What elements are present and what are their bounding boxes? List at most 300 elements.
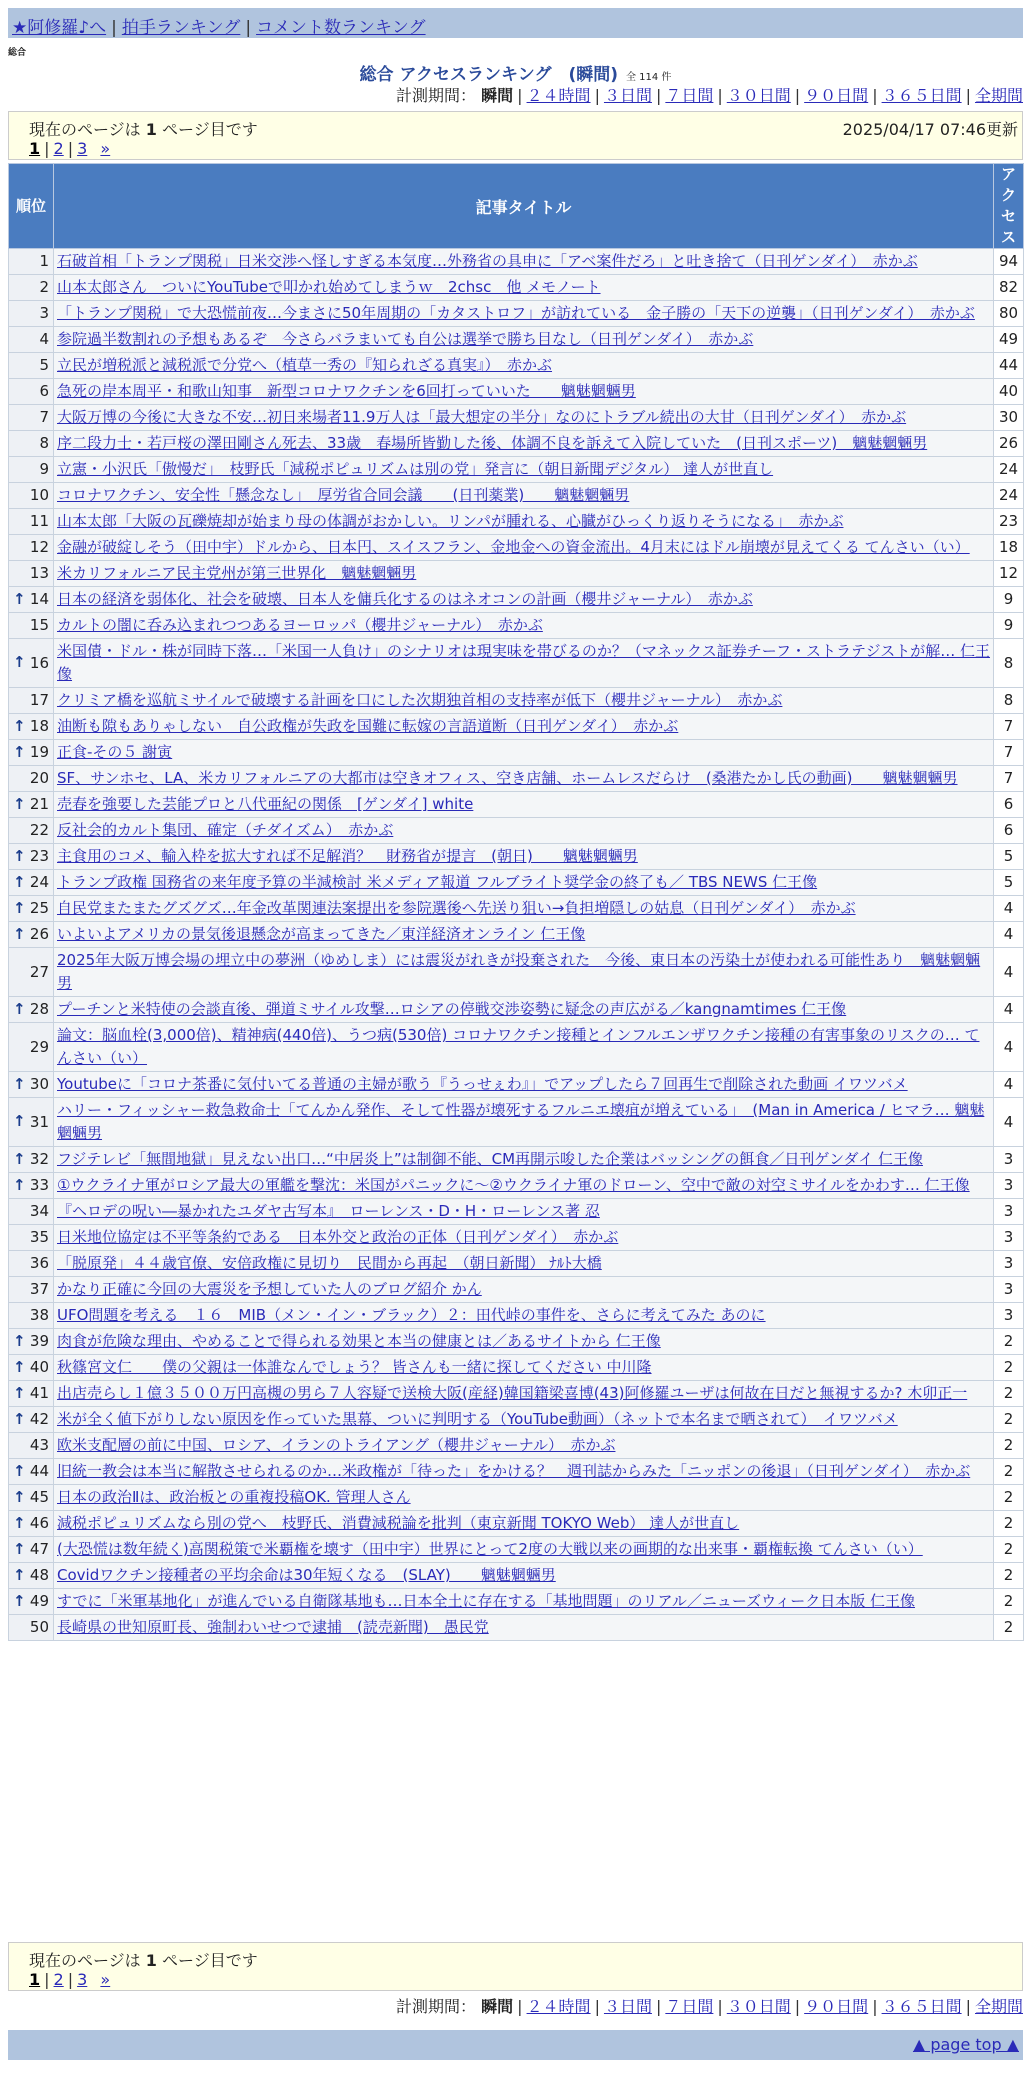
- article-link[interactable]: SF、サンホセ、LA、米カリフォルニアの大都市は空きオフィス、空き店舗、ホームレスだらけ (桑港たかし氏の動画) 魑魅魍魎男: [57, 769, 958, 787]
- article-link[interactable]: 長崎県の世知原町長、強制わいせつで逮捕 (読売新聞) 愚民党: [57, 1618, 489, 1636]
- title-cell: [54, 327, 994, 353]
- article-link[interactable]: 自民党またまたグズグズ…年金改革関連法案提出を参院選後へ先送り狙い→負担増隠しの姑息（日刊ゲンダイ） 赤かぶ: [57, 899, 856, 917]
- table-row: [9, 818, 1024, 844]
- arrow-up-icon: ↑: [13, 1112, 26, 1131]
- article-link[interactable]: 米が全く値下がりしない原因を作っていた黒幕、ついに判明する（YouTube動画）（ネットで本名まで晒されて） イワツバメ: [57, 1410, 898, 1428]
- rank-cell: [9, 1459, 54, 1485]
- title-cell: [54, 818, 994, 844]
- table-row: [9, 1147, 1024, 1173]
- title-cell: [54, 509, 994, 535]
- period-link[interactable]: ３６５日間: [881, 1997, 962, 2016]
- rank-number: 28: [29, 1000, 49, 1018]
- rank-number: 18: [29, 717, 49, 735]
- access-count: 5: [994, 844, 1024, 870]
- rank-number: 17: [29, 691, 49, 709]
- pager-page-link[interactable]: 3: [77, 1970, 88, 1989]
- pager-current: 1: [29, 139, 41, 158]
- period-separator: |: [965, 86, 971, 105]
- updated-timestamp: 2025/04/17 07:46更新: [842, 120, 1018, 139]
- period-link[interactable]: ３０日間: [726, 86, 791, 105]
- rank-number: 39: [29, 1332, 49, 1350]
- rank-cell: [9, 561, 54, 587]
- table-row: [9, 997, 1024, 1023]
- rank-cell: [9, 922, 54, 948]
- rank-cell: [9, 870, 54, 896]
- article-link[interactable]: 立憲・小沢氏「傲慢だ」 枝野氏「減税ポピュリズムは別の党」発言に（朝日新聞デジタル） 達人が世直し: [57, 460, 774, 478]
- article-link[interactable]: 石破首相「トランプ関税」日米交渉へ怪しすぎる本気度…外務省の具申に「アベ案件だろ」と吐き捨て（日刊ゲンダイ） 赤かぶ: [57, 252, 918, 270]
- article-link[interactable]: 大阪万博の今後に大きな不安…初日来場者11.9万人は「最大想定の半分」なのにトラブル続出の大甘（日刊ゲンダイ） 赤かぶ: [57, 408, 907, 426]
- table-row: [9, 1537, 1024, 1563]
- rank-cell: [9, 1098, 54, 1147]
- section-label: 総合: [8, 48, 27, 58]
- period-separator: |: [594, 86, 600, 105]
- access-count: 3: [994, 1147, 1024, 1173]
- access-header: アクセス: [994, 164, 1024, 249]
- rank-number: 7: [39, 408, 49, 426]
- table-row: [9, 1098, 1024, 1147]
- period-separator: |: [517, 1997, 523, 2016]
- rank-header: 順位: [9, 164, 54, 249]
- article-link[interactable]: 米カリフォルニア民主党州が第三世界化 魑魅魍魎男: [57, 564, 417, 582]
- rank-number: 24: [29, 873, 49, 891]
- article-link[interactable]: 論文：脳血栓(3,000倍)、精神病(440倍)、うつ病(530倍) コロナワクチン接種とインフルエンザワクチン接種の有害事象のリスクの… てんさい（い）: [57, 1026, 980, 1067]
- article-link[interactable]: 「トランプ関税」で大恐慌前夜…今まさに50年周期の「カタストロフ」が訪れている 金子勝の「天下の逆襲」（日刊ゲンダイ） 赤かぶ: [57, 304, 975, 322]
- period-link[interactable]: ３日間: [603, 1997, 652, 2016]
- period-separator: |: [965, 1997, 971, 2016]
- arrow-up-icon: ↑: [13, 1149, 26, 1168]
- rank-number: 48: [29, 1566, 49, 1584]
- access-count: 4: [994, 1072, 1024, 1098]
- article-link[interactable]: フジテレビ「無間地獄」見えない出口…“中居炎上”は制御不能、CM再開示唆した企業はバッシングの餌食／日刊ゲンダイ 仁王像: [57, 1150, 923, 1168]
- rank-number: 35: [29, 1228, 49, 1246]
- arrow-up-icon: ↑: [13, 924, 26, 943]
- pager-separator: |: [44, 1970, 50, 1989]
- rank-cell: [9, 1251, 54, 1277]
- table-row: [9, 1173, 1024, 1199]
- rank-cell: [9, 1563, 54, 1589]
- table-row: [9, 275, 1024, 301]
- rank-number: 32: [29, 1150, 49, 1168]
- rank-cell: [9, 1433, 54, 1459]
- table-row: [9, 587, 1024, 613]
- access-count: 7: [994, 766, 1024, 792]
- article-link[interactable]: カルトの闇に呑み込まれつつあるヨーロッパ（櫻井ジャーナル） 赤かぶ: [57, 616, 543, 634]
- table-row: [9, 301, 1024, 327]
- title-cell: [54, 792, 994, 818]
- period-link[interactable]: ７日間: [665, 1997, 714, 2016]
- rank-cell: [9, 483, 54, 509]
- rank-cell: [9, 1381, 54, 1407]
- page-number: 1: [145, 1951, 157, 1970]
- access-count: 7: [994, 714, 1024, 740]
- rank-number: 36: [29, 1254, 49, 1272]
- table-row: [9, 1485, 1024, 1511]
- rank-number: 45: [29, 1488, 49, 1506]
- arrow-up-icon: ↑: [13, 846, 26, 865]
- pager-current: 1: [29, 1970, 41, 1989]
- access-count: 3: [994, 1277, 1024, 1303]
- period-separator: |: [794, 1997, 801, 2016]
- rank-number: 16: [29, 653, 49, 672]
- title-cell: [54, 740, 994, 766]
- title-cell: [54, 1072, 994, 1098]
- period-label: 計測期間：: [396, 86, 477, 105]
- access-count: 5: [994, 870, 1024, 896]
- arrow-up-icon: ↑: [13, 1383, 26, 1402]
- rank-number: 47: [29, 1540, 49, 1558]
- rank-cell: [9, 1407, 54, 1433]
- title-cell: [54, 1563, 994, 1589]
- access-count: 2: [994, 1537, 1024, 1563]
- access-count: 4: [994, 1098, 1024, 1147]
- rank-number: 9: [39, 460, 49, 478]
- table-row: [9, 535, 1024, 561]
- period-link[interactable]: ３日間: [603, 86, 652, 105]
- page-text-prefix: 現在のページは: [29, 120, 141, 139]
- table-row: [9, 1407, 1024, 1433]
- access-count: 24: [994, 457, 1024, 483]
- arrow-up-icon: ↑: [13, 1513, 26, 1532]
- table-row: [9, 1199, 1024, 1225]
- access-count: 4: [994, 948, 1024, 997]
- period-link[interactable]: ２４時間: [526, 1997, 591, 2016]
- title-cell: [54, 535, 994, 561]
- table-row: [9, 1381, 1024, 1407]
- article-link[interactable]: 旧統一教会は本当に解散させられるのか…米政権が「待った」をかける？ 週刊誌からみた「ニッポンの後退」（日刊ゲンダイ） 赤かぶ: [57, 1462, 971, 1480]
- rank-cell: [9, 1147, 54, 1173]
- title-cell: [54, 639, 994, 688]
- period-selector-top: [396, 83, 1023, 106]
- period-separator: |: [872, 1997, 878, 2016]
- article-link[interactable]: 『ヘロデの呪い―暴かれたユダヤ古写本』 ローレンス・D・H・ローレンス著 忍: [57, 1202, 600, 1220]
- arrow-up-icon: ↑: [13, 1591, 26, 1610]
- article-link[interactable]: UFO問題を考える １６ MIB（メン・イン・ブラック）２：田代峠の事件を、さらに考えてみた あのに: [57, 1306, 766, 1324]
- rank-number: 29: [29, 1037, 49, 1056]
- article-link[interactable]: 山本太郎「大阪の瓦礫焼却が始まり母の体調がおかしい。リンパが腫れる、心臓がひっくり返りそうになる」 赤かぶ: [57, 512, 844, 530]
- title-cell: [54, 587, 994, 613]
- rank-cell: [9, 327, 54, 353]
- article-link[interactable]: 金融が破綻しそう（田中宇）ドルから、日本円、スイスフラン、金地金への資金流出。4月末にはドル崩壊が見えてくる てんさい（い）: [57, 538, 970, 556]
- article-link[interactable]: 山本太郎さん ついにYouTubeで叩かれ始めてしまうｗ 2chsc 他 メモノート: [57, 278, 601, 296]
- arrow-up-icon: ↑: [13, 1175, 26, 1194]
- period-separator: |: [794, 86, 801, 105]
- period-link[interactable]: ９０日間: [804, 1997, 869, 2016]
- access-count: 18: [994, 535, 1024, 561]
- article-link[interactable]: 売春を強要した芸能プロと八代亜紀の関係 [ゲンダイ] white: [57, 795, 474, 813]
- title-cell: [54, 1303, 994, 1329]
- pager-page-link[interactable]: 2: [53, 1970, 64, 1989]
- period-link[interactable]: 全期間: [974, 1997, 1023, 2016]
- total-count: 全 114 件: [625, 72, 672, 83]
- article-link[interactable]: 反社会的カルト集団、確定（チダイズム） 赤かぶ: [57, 821, 394, 839]
- arrow-up-icon: ↑: [13, 716, 26, 735]
- table-row: [9, 457, 1024, 483]
- article-link[interactable]: トランプ政権 国務省の来年度予算の半減検討 米メディア報道 フルブライト奨学金の終了も／ TBS NEWS 仁王像: [57, 873, 818, 891]
- title-cell: [54, 1459, 994, 1485]
- rank-number: 21: [29, 795, 49, 813]
- access-count: 2: [994, 1511, 1024, 1537]
- article-link[interactable]: 日本の経済を弱体化、社会を破壊、日本人を傭兵化するのはネオコンの計画（櫻井ジャーナル） 赤かぶ: [57, 590, 753, 608]
- title-header: 記事タイトル: [54, 164, 994, 249]
- article-link[interactable]: いよいよアメリカの景気後退懸念が高まってきた／東洋経済オンライン 仁王像: [57, 925, 586, 943]
- rank-cell: [9, 431, 54, 457]
- table-row: [9, 379, 1024, 405]
- article-link[interactable]: ハリー・フィッシャー救急救命士「てんかん発作、そして性器が壊死するフルニエ壊疽が増えている」 (Man in America / ヒマラ… 魑魅魍魎男: [57, 1101, 985, 1142]
- table-row: [9, 1023, 1024, 1072]
- rank-cell: [9, 792, 54, 818]
- access-count: 49: [994, 327, 1024, 353]
- title-cell: [54, 844, 994, 870]
- comment-ranking-link[interactable]: コメント数ランキング: [256, 18, 426, 38]
- access-count: 2: [994, 1615, 1024, 1641]
- table-row: [9, 1329, 1024, 1355]
- title-cell: [54, 997, 994, 1023]
- title-cell: [54, 1589, 994, 1615]
- rank-cell: [9, 997, 54, 1023]
- arrow-up-icon: ↑: [13, 653, 26, 672]
- period-link[interactable]: ２４時間: [526, 86, 591, 105]
- title-cell: [54, 1173, 994, 1199]
- period-link[interactable]: ９０日間: [804, 86, 869, 105]
- access-count: 80: [994, 301, 1024, 327]
- article-link[interactable]: プーチンと米特使の会談直後、弾道ミサイル攻撃…ロシアの停戦交渉姿勢に疑念の声広がる／kangnamtimes 仁王像: [57, 1000, 847, 1018]
- rank-cell: [9, 1589, 54, 1615]
- access-count: 2: [994, 1407, 1024, 1433]
- rank-number: 49: [29, 1592, 49, 1610]
- title-cell: [54, 301, 994, 327]
- period-link[interactable]: ７日間: [665, 86, 714, 105]
- rank-number: 5: [39, 356, 49, 374]
- article-link[interactable]: 序二段力士・若戸桜の澤田剛さん死去、33歳 春場所皆勤した後、体調不良を訴えて入院していた (日刊スポーツ) 魑魅魍魎男: [57, 434, 928, 452]
- table-row: [9, 792, 1024, 818]
- title-cell: [54, 948, 994, 997]
- access-count: 2: [994, 1433, 1024, 1459]
- access-count: 2: [994, 1589, 1024, 1615]
- article-link[interactable]: 「脱原発」４４歳官僚、安倍政権に見切り 民間から再起 （朝日新聞） ﾅﾙﾄ大橋: [57, 1254, 602, 1272]
- article-link[interactable]: ①ウクライナ軍がロシア最大の軍艦を撃沈：米国がパニックに～②ウクライナ軍のドローン、空中で敵の対空ミサイルをかわす… 仁王像: [57, 1176, 970, 1194]
- article-link[interactable]: (大恐慌は数年続く)高関税策で米覇権を壊す（田中宇）世界にとって2度の大戦以来の画期的な出来事・覇権転換 てんさい（い）: [57, 1540, 923, 1558]
- page-text-prefix: 現在のページは: [29, 1951, 141, 1970]
- pager-page-link[interactable]: 3: [77, 139, 88, 158]
- access-count: 94: [994, 249, 1024, 275]
- arrow-up-icon: ↑: [13, 742, 26, 761]
- table-row: [9, 870, 1024, 896]
- access-count: 3: [994, 1199, 1024, 1225]
- rank-cell: [9, 535, 54, 561]
- rank-cell: [9, 379, 54, 405]
- arrow-up-icon: ↑: [13, 1487, 26, 1506]
- nav-separator: |: [111, 18, 117, 38]
- rank-number: 4: [39, 330, 49, 348]
- table-row: [9, 844, 1024, 870]
- article-link[interactable]: クリミア橋を巡航ミサイルで破壊する計画を口にした次期独首相の支持率が低下（櫻井ジャーナル） 赤かぶ: [57, 691, 783, 709]
- title-cell: [54, 1147, 994, 1173]
- rank-cell: [9, 714, 54, 740]
- pager-next-link[interactable]: »: [100, 139, 111, 158]
- article-link[interactable]: 出店売らし１億３５００万円高槻の男ら７人容疑で送検大阪(産経)韓国籍梁喜博(43)阿修羅ユーザは何故在日だと無視するか? 木卯正一: [57, 1384, 968, 1402]
- rank-cell: [9, 613, 54, 639]
- title-cell: [54, 1355, 994, 1381]
- article-link[interactable]: Covidワクチン接種者の平均余命は30年短くなる (SLAY) 魑魅魍魎男: [57, 1566, 556, 1584]
- rank-cell: [9, 1199, 54, 1225]
- rank-cell: [9, 1537, 54, 1563]
- article-link[interactable]: 立民が増税派と減税派で分党へ（植草一秀の『知られざる真実』） 赤かぶ: [57, 356, 553, 374]
- access-count: 8: [994, 688, 1024, 714]
- arrow-up-icon: ↑: [13, 794, 26, 813]
- title-cell: [54, 1199, 994, 1225]
- arrow-up-icon: ↑: [13, 1409, 26, 1428]
- article-link[interactable]: 欧米支配層の前に中国、ロシア、イランのトライアング（櫻井ジャーナル） 赤かぶ: [57, 1436, 616, 1454]
- title-cell: [54, 561, 994, 587]
- ranking-heading: [0, 60, 1031, 85]
- page-info-top: [8, 111, 1023, 160]
- nav-separator: |: [245, 18, 252, 38]
- article-link[interactable]: 減税ポピュリズムなら別の党へ 枝野氏、消費減税論を批判（東京新聞 TOKYO Web） 達人が世直し: [57, 1514, 740, 1532]
- title-cell: [54, 870, 994, 896]
- rank-number: 14: [29, 590, 49, 608]
- table-row: [9, 740, 1024, 766]
- arrow-up-icon: ↑: [13, 589, 26, 608]
- rank-number: 46: [29, 1514, 49, 1532]
- rank-number: 34: [29, 1202, 49, 1220]
- rank-number: 33: [29, 1176, 49, 1194]
- rank-number: 2: [39, 278, 49, 296]
- rank-cell: [9, 509, 54, 535]
- clap-ranking-link[interactable]: 拍手ランキング: [121, 18, 241, 38]
- period-separator: |: [594, 1997, 600, 2016]
- period-current: 瞬間: [481, 1997, 514, 2016]
- rank-cell: [9, 766, 54, 792]
- title-cell: [54, 431, 994, 457]
- rank-number: 10: [29, 486, 49, 504]
- rank-cell: [9, 587, 54, 613]
- article-link[interactable]: 日米地位協定は不平等条約である 日本外交と政治の正体（日刊ゲンダイ） 赤かぶ: [57, 1228, 619, 1246]
- table-row: [9, 714, 1024, 740]
- period-link[interactable]: ３６５日間: [881, 86, 962, 105]
- table-row: [9, 509, 1024, 535]
- access-count: 40: [994, 379, 1024, 405]
- article-link[interactable]: 秋篠宮文仁 僕の父親は一体誰なんでしょう？ 皆さんも一緒に探してください 中川隆: [57, 1358, 652, 1376]
- article-link[interactable]: 正食-その５ 謝寅: [57, 743, 173, 761]
- rank-cell: [9, 896, 54, 922]
- title-cell: [54, 379, 994, 405]
- table-row: [9, 1433, 1024, 1459]
- access-count: 23: [994, 509, 1024, 535]
- access-count: 2: [994, 1563, 1024, 1589]
- period-link[interactable]: ３０日間: [726, 1997, 791, 2016]
- period-separator: |: [717, 1997, 723, 2016]
- period-separator: |: [655, 1997, 662, 2016]
- table-row: [9, 948, 1024, 997]
- rank-cell: [9, 353, 54, 379]
- arrow-up-icon: ↑: [13, 1461, 26, 1480]
- table-row: [9, 1225, 1024, 1251]
- table-row: [9, 249, 1024, 275]
- rank-number: 42: [29, 1410, 49, 1428]
- access-count: 6: [994, 818, 1024, 844]
- access-count: 9: [994, 587, 1024, 613]
- rank-number: 26: [29, 925, 49, 943]
- ranking-table: [8, 163, 1024, 1641]
- title-cell: [54, 353, 994, 379]
- article-link[interactable]: 参院過半数割れの予想もあるぞ 今さらバラまいても自公は選挙で勝ち目なし（日刊ゲンダイ） 赤かぶ: [57, 330, 754, 348]
- access-count: 24: [994, 483, 1024, 509]
- table-row: [9, 766, 1024, 792]
- article-link[interactable]: 日本の政治Ⅱは、政治板との重複投稿OK. 管理人さん: [57, 1488, 411, 1506]
- title-cell: [54, 1023, 994, 1072]
- period-label: 計測期間：: [396, 1997, 477, 2016]
- arrow-up-icon: ↑: [13, 872, 26, 891]
- page-top-link[interactable]: ▲ page top ▲: [912, 2035, 1019, 2054]
- rank-number: 27: [29, 962, 49, 981]
- period-separator: |: [717, 86, 723, 105]
- pager-separator: |: [67, 139, 74, 158]
- rank-number: 1: [39, 252, 49, 270]
- period-link[interactable]: 全期間: [974, 86, 1023, 105]
- period-selector-bottom: [396, 1994, 1023, 2017]
- title-cell: [54, 922, 994, 948]
- current-page-text: [29, 1948, 258, 1971]
- rank-number: 3: [39, 304, 49, 322]
- table-row: [9, 1589, 1024, 1615]
- title-cell: [54, 275, 994, 301]
- article-link[interactable]: Youtubeに「コロナ茶番に気付いてる普通の主婦が歌う『うっせぇわ』」でアップしたら７回再生で削除された動画 イワツバメ: [57, 1075, 908, 1093]
- article-link[interactable]: すでに「米軍基地化」が進んでいる自衛隊基地も…日本全土に存在する「基地問題」のリアル／ニューズウィーク日本版 仁王像: [57, 1592, 915, 1610]
- home-link[interactable]: ★阿修羅♪へ: [12, 18, 107, 38]
- article-link[interactable]: 米国債・ドル・株が同時下落…「米国一人負け」のシナリオは現実味を帯びるのか？（マネックス証券チーフ・ストラテジストが解… 仁王像: [57, 642, 990, 683]
- rank-number: 30: [29, 1075, 49, 1093]
- pager-page-link[interactable]: 2: [53, 139, 64, 158]
- table-row: [9, 1072, 1024, 1098]
- table-row: [9, 1615, 1024, 1641]
- pager-next-link[interactable]: »: [100, 1970, 111, 1989]
- article-link[interactable]: 2025年大阪万博会場の埋立中の夢洲（ゆめしま）には震災がれきが投棄された 今後、東日本の汚染土が使われる可能性あり 魑魅魍魎男: [57, 951, 981, 992]
- access-count: 2: [994, 1459, 1024, 1485]
- rank-cell: [9, 948, 54, 997]
- access-count: 2: [994, 1355, 1024, 1381]
- table-row: [9, 353, 1024, 379]
- article-link[interactable]: 急死の岸本周平・和歌山知事 新型コロナワクチンを6回打っていいた 魑魅魍魎男: [57, 382, 636, 400]
- rank-cell: [9, 1355, 54, 1381]
- rank-cell: [9, 639, 54, 688]
- rank-cell: [9, 301, 54, 327]
- table-row: [9, 327, 1024, 353]
- title-cell: [54, 1381, 994, 1407]
- rank-cell: [9, 844, 54, 870]
- access-count: 82: [994, 275, 1024, 301]
- rank-number: 40: [29, 1358, 49, 1376]
- rank-cell: [9, 275, 54, 301]
- article-link[interactable]: 油断も隙もありゃしない 自公政権が失政を国難に転嫁の言語道断（日刊ゲンダイ） 赤かぶ: [57, 717, 679, 735]
- title-cell: [54, 1615, 994, 1641]
- rank-cell: [9, 249, 54, 275]
- article-link[interactable]: コロナワクチン、安全性「懸念なし」 厚労省合同会議 (日刊薬業) 魑魅魍魎男: [57, 486, 630, 504]
- page-number: 1: [145, 120, 157, 139]
- article-link[interactable]: 肉食が危険な理由、やめることで得られる効果と本当の健康とは／あるサイトから 仁王像: [57, 1332, 661, 1350]
- article-link[interactable]: 主食用のコメ、輸入枠を拡大すれば不足解消？ 財務省が提言 (朝日) 魑魅魍魎男: [57, 847, 638, 865]
- rank-number: 20: [29, 769, 49, 787]
- article-link[interactable]: かなり正確に今回の大震災を予想していた人のブログ紹介 かん: [57, 1280, 482, 1298]
- rank-cell: [9, 1615, 54, 1641]
- bottom-bar: [8, 2030, 1023, 2060]
- access-count: 2: [994, 1329, 1024, 1355]
- table-row: [9, 688, 1024, 714]
- title-cell: [54, 457, 994, 483]
- rank-number: 25: [29, 899, 49, 917]
- rank-number: 41: [29, 1384, 49, 1402]
- table-row: [9, 405, 1024, 431]
- access-count: 4: [994, 1023, 1024, 1072]
